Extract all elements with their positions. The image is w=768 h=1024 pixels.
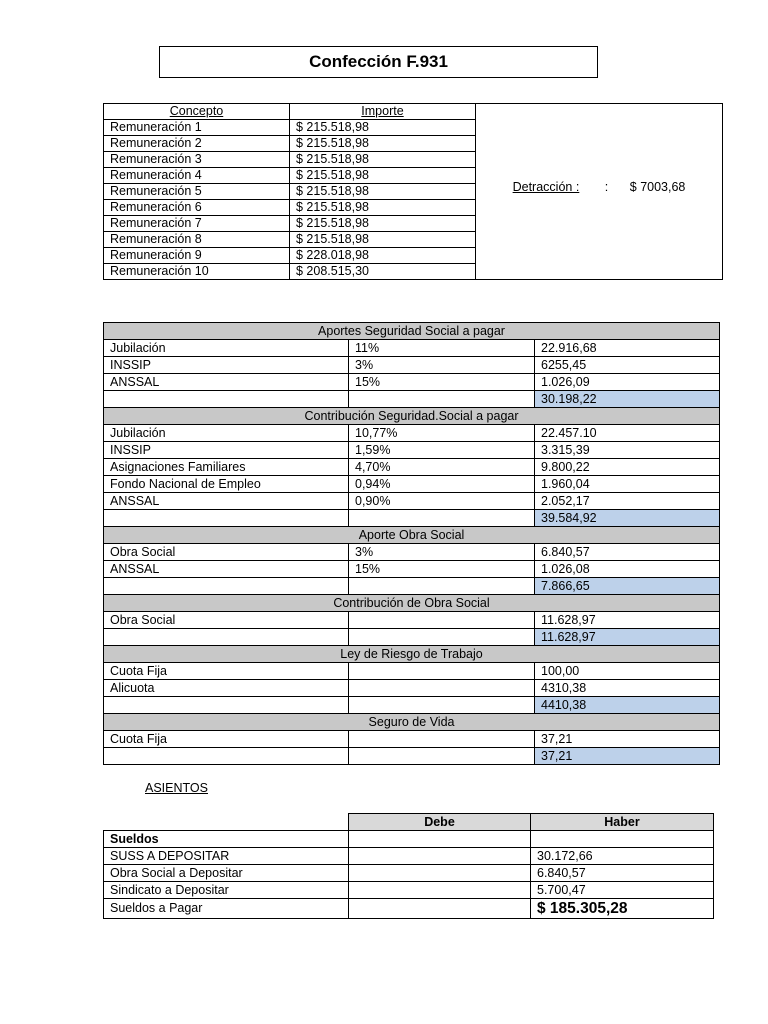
section-header-row: [104, 714, 720, 731]
row-importe: 3.315,39: [535, 442, 720, 459]
asiento-concepto: SUSS A DEPOSITAR: [104, 848, 349, 865]
remuneracion-concepto: Remuneración 5: [104, 184, 290, 200]
asiento-haber: 6.840,57: [531, 865, 714, 882]
total-blank: [104, 510, 349, 527]
table-row: [104, 612, 720, 629]
row-importe: 2.052,17: [535, 493, 720, 510]
row-porcentaje: 0,90%: [349, 493, 535, 510]
section-header: Contribución de Obra Social: [104, 595, 720, 612]
total-row: [104, 629, 720, 646]
asiento-row: [104, 899, 714, 919]
row-importe: 11.628,97: [535, 612, 720, 629]
total-row: [104, 391, 720, 408]
remuneracion-importe: $ 215.518,98: [290, 152, 476, 168]
row-porcentaje: 1,59%: [349, 442, 535, 459]
row-porcentaje: [349, 663, 535, 680]
asiento-row: [104, 848, 714, 865]
header-debe: Debe: [349, 814, 531, 831]
row-porcentaje: 3%: [349, 544, 535, 561]
section-total: 4410,38: [535, 697, 720, 714]
total-blank: [104, 748, 349, 765]
row-concepto: Jubilación: [104, 340, 349, 357]
section-total: 37,21: [535, 748, 720, 765]
row-importe: 22.457.10: [535, 425, 720, 442]
asiento-haber: 30.172,66: [531, 848, 714, 865]
total-blank: [349, 629, 535, 646]
section-header-row: [104, 527, 720, 544]
detraccion-value: $ 7003,68: [629, 180, 686, 194]
row-importe: 1.026,09: [535, 374, 720, 391]
table-row: [104, 663, 720, 680]
table-row: [104, 731, 720, 748]
seguridad-social-table: [103, 322, 720, 765]
remuneraciones-table: [103, 103, 723, 280]
remuneracion-concepto: Remuneración 1: [104, 120, 290, 136]
remuneracion-importe: $ 215.518,98: [290, 216, 476, 232]
table-row: [104, 680, 720, 697]
header-importe: Importe: [290, 104, 476, 120]
row-importe: 22.916,68: [535, 340, 720, 357]
row-importe: 9.800,22: [535, 459, 720, 476]
row-importe: 37,21: [535, 731, 720, 748]
row-porcentaje: [349, 731, 535, 748]
asiento-debe: [349, 831, 531, 848]
remuneracion-concepto: Remuneración 10: [104, 264, 290, 280]
row-importe: 100,00: [535, 663, 720, 680]
row-importe: 1.960,04: [535, 476, 720, 493]
header-concepto: Concepto: [104, 104, 290, 120]
section-header: Ley de Riesgo de Trabajo: [104, 646, 720, 663]
section-header: Aportes Seguridad Social a pagar: [104, 323, 720, 340]
asientos-header-blank: [104, 814, 349, 831]
asiento-debe: [349, 848, 531, 865]
row-concepto: Obra Social: [104, 544, 349, 561]
table-row: [104, 493, 720, 510]
remuneracion-concepto: Remuneración 9: [104, 248, 290, 264]
header-haber: Haber: [531, 814, 714, 831]
total-blank: [349, 391, 535, 408]
asiento-haber: $ 185.305,28: [531, 899, 714, 919]
table-row: [104, 340, 720, 357]
row-concepto: ANSSAL: [104, 374, 349, 391]
remuneracion-importe: $ 215.518,98: [290, 136, 476, 152]
asiento-concepto: Sueldos a Pagar: [104, 899, 349, 919]
table-row: [104, 374, 720, 391]
detraccion-separator: :: [604, 180, 609, 194]
section-header-row: [104, 595, 720, 612]
total-row: [104, 748, 720, 765]
row-concepto: INSSIP: [104, 357, 349, 374]
total-blank: [104, 629, 349, 646]
table-row: [104, 476, 720, 493]
asiento-debe: [349, 865, 531, 882]
row-concepto: Alicuota: [104, 680, 349, 697]
remuneracion-concepto: Remuneración 3: [104, 152, 290, 168]
asiento-row: [104, 831, 714, 848]
asiento-concepto: Sueldos: [104, 831, 349, 848]
remuneracion-importe: $ 215.518,98: [290, 200, 476, 216]
row-porcentaje: [349, 680, 535, 697]
row-porcentaje: 15%: [349, 374, 535, 391]
asiento-row: [104, 882, 714, 899]
total-blank: [349, 748, 535, 765]
remuneracion-importe: $ 215.518,98: [290, 184, 476, 200]
row-porcentaje: 3%: [349, 357, 535, 374]
row-porcentaje: 11%: [349, 340, 535, 357]
table-row: [104, 459, 720, 476]
section-total: 11.628,97: [535, 629, 720, 646]
total-row: [104, 697, 720, 714]
table-row: [104, 544, 720, 561]
total-blank: [349, 697, 535, 714]
total-blank: [104, 391, 349, 408]
row-importe: 6.840,57: [535, 544, 720, 561]
row-concepto: Fondo Nacional de Empleo: [104, 476, 349, 493]
remuneracion-concepto: Remuneración 6: [104, 200, 290, 216]
remuneracion-concepto: Remuneración 8: [104, 232, 290, 248]
total-blank: [104, 697, 349, 714]
remuneracion-importe: $ 208.515,30: [290, 264, 476, 280]
row-concepto: Asignaciones Familiares: [104, 459, 349, 476]
table-row: [104, 561, 720, 578]
asiento-concepto: Obra Social a Depositar: [104, 865, 349, 882]
row-importe: 6255,45: [535, 357, 720, 374]
row-porcentaje: [349, 612, 535, 629]
total-blank: [104, 578, 349, 595]
document-title: Confección F.931: [159, 46, 598, 78]
row-porcentaje: 10,77%: [349, 425, 535, 442]
section-header-row: [104, 323, 720, 340]
remuneracion-importe: $ 215.518,98: [290, 120, 476, 136]
section-total: 7.866,65: [535, 578, 720, 595]
section-total: 30.198,22: [535, 391, 720, 408]
table-row: [104, 425, 720, 442]
asiento-haber: [531, 831, 714, 848]
asientos-label: ASIENTOS: [145, 781, 208, 795]
remuneracion-concepto: Remuneración 2: [104, 136, 290, 152]
section-header: Seguro de Vida: [104, 714, 720, 731]
row-importe: 1.026,08: [535, 561, 720, 578]
row-porcentaje: 15%: [349, 561, 535, 578]
row-concepto: INSSIP: [104, 442, 349, 459]
table-row: [104, 442, 720, 459]
row-concepto: Cuota Fija: [104, 663, 349, 680]
row-porcentaje: 0,94%: [349, 476, 535, 493]
asiento-debe: [349, 899, 531, 919]
asiento-concepto: Sindicato a Depositar: [104, 882, 349, 899]
row-importe: 4310,38: [535, 680, 720, 697]
section-header-row: [104, 646, 720, 663]
total-blank: [349, 510, 535, 527]
total-blank: [349, 578, 535, 595]
section-header-row: [104, 408, 720, 425]
total-row: [104, 578, 720, 595]
remuneracion-concepto: Remuneración 4: [104, 168, 290, 184]
remuneracion-importe: $ 228.018,98: [290, 248, 476, 264]
detraccion-label: Detracción :: [512, 180, 580, 194]
row-concepto: ANSSAL: [104, 493, 349, 510]
row-concepto: Jubilación: [104, 425, 349, 442]
total-row: [104, 510, 720, 527]
asiento-haber: 5.700,47: [531, 882, 714, 899]
detraccion-cell: [476, 104, 723, 280]
row-concepto: Obra Social: [104, 612, 349, 629]
remuneracion-importe: $ 215.518,98: [290, 232, 476, 248]
section-total: 39.584,92: [535, 510, 720, 527]
row-concepto: ANSSAL: [104, 561, 349, 578]
section-header: Aporte Obra Social: [104, 527, 720, 544]
section-header: Contribución Seguridad.Social a pagar: [104, 408, 720, 425]
asiento-debe: [349, 882, 531, 899]
asiento-row: [104, 865, 714, 882]
row-concepto: Cuota Fija: [104, 731, 349, 748]
remuneracion-importe: $ 215.518,98: [290, 168, 476, 184]
remuneracion-concepto: Remuneración 7: [104, 216, 290, 232]
asientos-table: [103, 813, 714, 919]
row-porcentaje: 4,70%: [349, 459, 535, 476]
table-row: [104, 357, 720, 374]
